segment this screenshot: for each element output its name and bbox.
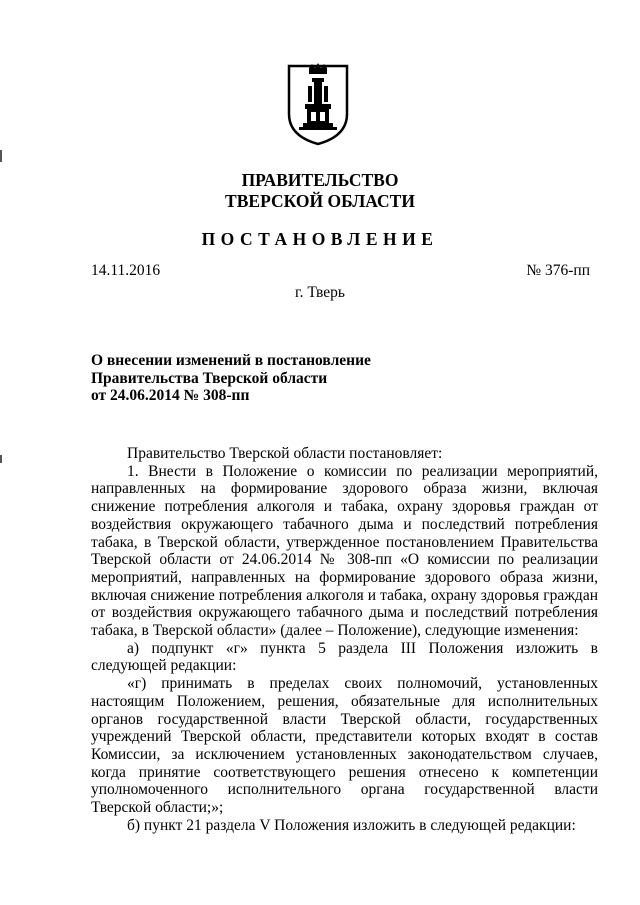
body-paragraph: б) пункт 21 раздела V Положения изложить в следующей редакции: [127,816,576,834]
document-type: ПОСТАНОВЛЕНИЕ [201,229,439,249]
government-name-line2: ТВЕРСКОЙ ОБЛАСТИ [225,191,415,211]
scan-margin-mark [0,455,2,463]
document-city: г. Тверь [295,284,345,301]
government-name-line1: ПРАВИТЕЛЬСТВО [241,170,399,190]
subject-line: от 24.06.2014 № 308-пп [91,387,250,405]
document-body [91,445,598,834]
scan-margin-mark [0,150,2,162]
body-paragraph: 1. Внести в Положение о комиссии по реализации мероприятий, направленных на формирование здорового образа жизни, включая снижение потребления алкоголя и табака, охрану здоровья граждан от воздействия окружающего табачного дыма и последствий потребления табака, в Тверской области, утвержденное постановлением Правительства Тверской области от 24.06.2014 № 308-пп «О комиссии по реализации мероприятий, направленных на формирование здорового образа жизни, включая снижение потребления алкоголя и табака, охрану здоровья граждан от воздействия окружающего табачного дыма и последствий потребления табака, в Тверской области» (далее – Положение), следующие изменения: [91,462,598,640]
body-paragraph: а) подпункт «г» пункта 5 раздела III Положения изложить в следующей редакции: [91,639,598,675]
document-date: 14.11.2016 [91,262,161,279]
document-subject [91,352,411,405]
body-paragraph: Правительство Тверской области постановляет: [127,445,443,462]
coat-of-arms-icon [285,62,351,146]
subject-line: Правительства Тверской области [91,369,328,387]
subject-line: О внесении изменений в постановление [91,352,371,369]
body-paragraph: «г) принимать в пределах своих полномочий, установленных настоящим Положением, решения, обязательные для исполнительных органов государственной власти Тверской области, государственных учреждений Тверской области, представители которых входят в состав Комиссии, за исключением установленных законодательством случаев, когда принятие соответствующего решения отнесено к компетенции уполномоченного исполнительного органа государственной власти Тверской области;»; [91,675,598,817]
document-number: № 376-пп [526,262,590,279]
